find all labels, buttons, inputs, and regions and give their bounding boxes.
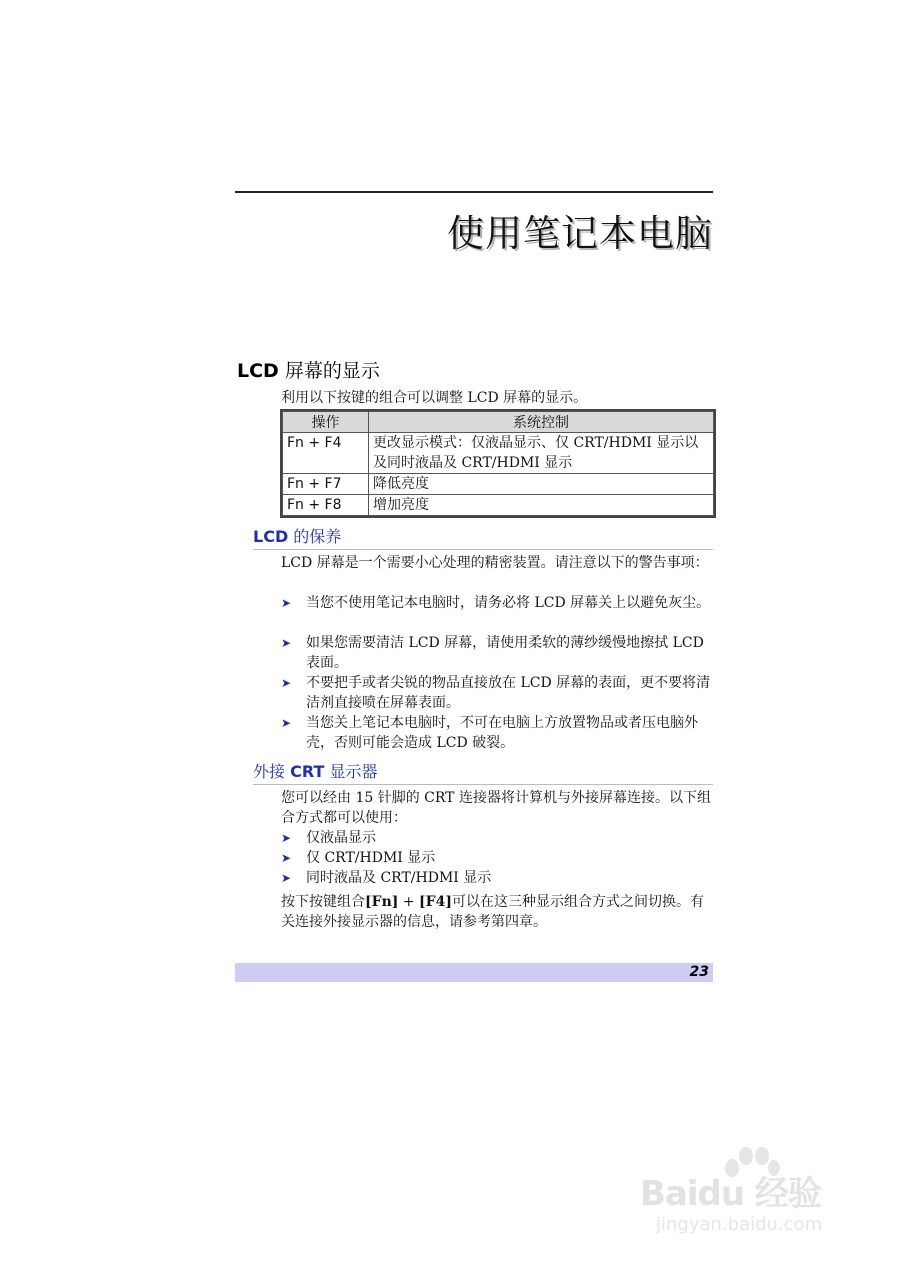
lcd-display-heading-rest: 屏幕的显示	[278, 360, 380, 382]
bullet-arrow-icon: ➤	[281, 676, 292, 690]
bullet-arrow-icon: ➤	[281, 716, 292, 730]
footer-bar	[235, 963, 713, 982]
bullet-arrow-icon: ➤	[281, 636, 292, 650]
watermark-url: jingyan.baidu.com	[656, 1214, 823, 1235]
lcd-care-heading	[253, 524, 713, 550]
hotkey-table	[280, 409, 716, 518]
list-item	[281, 713, 713, 753]
external-crt-heading-bold: CRT	[290, 762, 325, 781]
chapter-title: 使用笔记本电脑	[447, 212, 713, 255]
bullet-text: 如果您需要清洁 LCD 屏幕，请使用柔软的薄纱缓慢地擦拭 LCD 表面。	[306, 635, 704, 671]
table-cell-desc: 增加亮度	[369, 495, 714, 516]
bullet-text: 同时液晶及 CRT/HDMI 显示	[306, 870, 492, 886]
bullet-text: 当您不使用笔记本电脑时，请务必将 LCD 屏幕关上以避免灰尘。	[306, 595, 711, 611]
external-crt-heading	[253, 759, 713, 785]
watermark	[640, 1142, 860, 1242]
table-cell-key: Fn + F4	[283, 433, 369, 474]
bullet-text: 仅 CRT/HDMI 显示	[306, 850, 436, 866]
bullet-arrow-icon: ➤	[281, 831, 292, 845]
bullet-arrow-icon: ➤	[281, 596, 292, 610]
lcd-display-heading-bold: LCD	[237, 360, 279, 382]
table-row	[283, 474, 714, 495]
lcd-care-heading-rest: 的保养	[288, 527, 342, 546]
list-item	[281, 828, 713, 848]
bullet-arrow-icon: ➤	[281, 851, 292, 865]
list-item	[281, 673, 713, 713]
outro-plus: +	[398, 894, 420, 910]
table-cell-key: Fn + F7	[283, 474, 369, 495]
outro-key-f4: [F4]	[419, 894, 452, 910]
bullet-text: 仅液晶显示	[306, 830, 376, 846]
top-rule	[235, 191, 713, 193]
outro-text-b: 可以在这三种显示组合方式之间切换。有关连接外接显示器的信息，请参考第四章。	[281, 894, 704, 930]
table-row	[283, 433, 714, 474]
table-header-control: 系统控制	[369, 412, 714, 433]
list-item	[281, 848, 713, 868]
table-cell-desc: 降低亮度	[369, 474, 714, 495]
outro-text-a: 按下按键组合	[281, 894, 365, 910]
watermark-brand: Baidu 经验	[640, 1174, 821, 1214]
external-crt-heading-pre: 外接	[253, 762, 291, 781]
external-crt-intro: 您可以经由 15 针脚的 CRT 连接器将计算机与外接屏幕连接。以下组合方式都可以使用：	[281, 790, 711, 826]
table-header-row	[283, 412, 714, 433]
external-crt-heading-rest: 显示器	[324, 762, 378, 781]
bullet-text: 当您关上笔记本电脑时，不可在电脑上方放置物品或者压电脑外壳，否则可能会造成 LCD 破裂。	[306, 715, 698, 751]
table-header-operation: 操作	[283, 412, 369, 433]
lcd-care-heading-bold: LCD	[253, 527, 289, 546]
list-item	[281, 593, 713, 613]
outro-key-fn: [Fn]	[365, 894, 399, 910]
bullet-arrow-icon: ➤	[281, 871, 292, 885]
lcd-display-heading	[237, 356, 380, 383]
table-cell-key: Fn + F8	[283, 495, 369, 516]
page-number: 23	[689, 964, 709, 980]
table-cell-desc: 更改显示模式：仅液晶显示、仅 CRT/HDMI 显示以及同时液晶及 CRT/HDMI 显示	[369, 433, 714, 474]
list-item	[281, 868, 713, 888]
bullet-text: 不要把手或者尖锐的物品直接放在 LCD 屏幕的表面，更不要将清洁剂直接喷在屏幕表面。	[306, 675, 711, 711]
table-row	[283, 495, 714, 516]
list-item	[281, 633, 713, 673]
lcd-care-intro: LCD 屏幕是一个需要小心处理的精密装置。请注意以下的警告事项：	[281, 555, 709, 571]
external-crt-outro	[281, 892, 713, 932]
lcd-display-intro: 利用以下按键的组合可以调整 LCD 屏幕的显示。	[281, 390, 588, 406]
